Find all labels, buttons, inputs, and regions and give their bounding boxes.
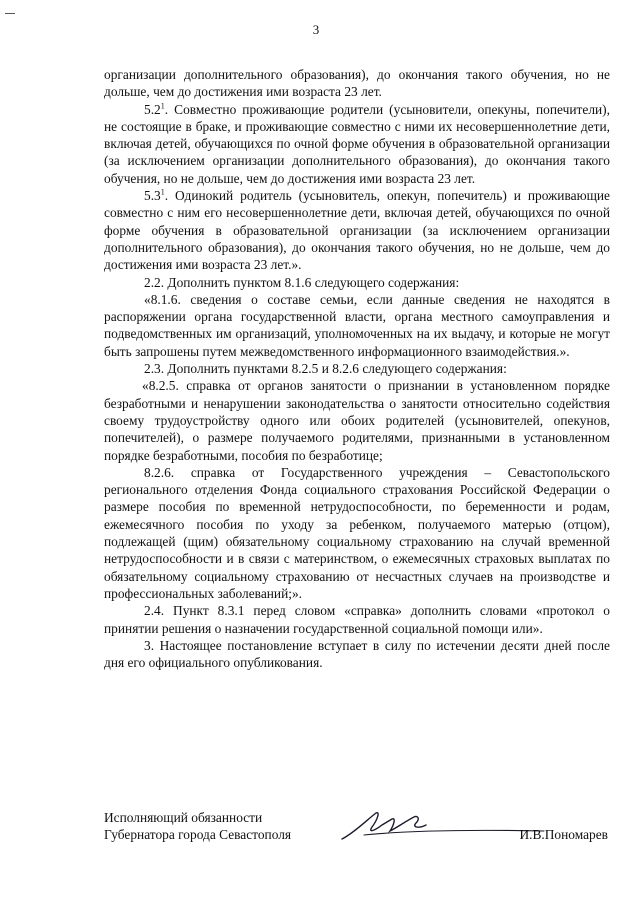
signatory-name: И.В.Пономарев [519,827,608,842]
clause-superscript: 1 [160,101,165,111]
clause-text: . Одинокий родитель (усыновитель, опекун, попечитель) и проживающие совместно с ним его несовершеннолетние дети, включая детей, обучающихся по очной форме обучения в образовательной организации (за исключением организации дополнительного образования), до окончания такого обучения, но не дольше, чем до достижения ими возраста 23 лет.». [104,188,610,273]
clause-text: . Совместно проживающие родители (усыновители, опекуны, попечители), не состоящие в браке, и проживающие совместно с ними их несовершеннолетние дети, включая детей, обучающихся по очной форме обучения в образовательной организации (за исключением организации дополнительного образования), до окончания такого обучения, но не дольше, чем до достижения ими возраста 23 лет. [104,101,610,186]
paragraph-8-2-6: 8.2.6. справка от Государственного учреждения – Севастопольского регионального отделения Фонда социального страхования Российской Федерации о размере пособия по временной нетрудоспособности, по беременности и родам, ежемесячного пособия по уходу за ребенком, получаемого матерью (отцом), подлежащей (щим) обязательному социальному страхованию на случай временной нетрудоспособности и в связи с материнством, о ежемесячных страховых выплатах по обязательному социальному страхованию от несчастных случаев на производстве и профессиональных заболеваний;». [104,464,610,601]
signatory-title-line1: Исполняющий обязанности [104,810,263,825]
paragraph-2-3: 2.3. Дополнить пунктами 8.2.5 и 8.2.6 следующего содержания: [144,361,507,377]
paragraph-3: 3. Настоящее постановление вступает в силу по истечении десяти дней после дня его официального опубликования. [104,637,610,671]
paragraph-8-1-6: «8.1.6. сведения о составе семьи, если данные сведения не находятся в распоряжении органа государственной власти, органа местного самоуправления и подведомственных им организаций, уполномоченных на их выдачу, и которые не могут быть запрошены путем межведомственного информационного взаимодействия.». [104,291,610,359]
scan-mark [5,13,15,14]
document-body [104,66,610,671]
paragraph-2-2: 2.2. Дополнить пунктом 8.1.6 следующего содержания: [144,274,460,290]
clause-number: 5.2 [144,101,161,117]
page-number: 3 [312,22,320,37]
signatory-title [104,809,291,843]
signatory-title-line2: Губернатора города Севастополя [104,827,292,842]
paragraph-5-2 [104,101,610,187]
paragraph-5-3 [104,187,610,273]
paragraph-8-2-5: «8.2.5. справка от органов занятости о признании в установленном порядке безработными и ненарушении законодательства о занятости относительно содействия своему трудоустройству одного или обоих родителей (усыновителей, опекунов, попечителей), о размере получаемого родителями, признанными в установленном порядке безработными, пособия по безработице; [104,378,610,463]
paragraph-continuation: организации дополнительного образования), до окончания такого обучения, но не дольше, чем до достижения ими возраста 23 лет. [104,67,610,100]
clause-number: 5.3 [144,188,161,204]
clause-superscript: 1 [160,187,165,197]
paragraph-2-4: 2.4. Пункт 8.3.1 перед словом «справка» дополнить словами «протокол о принятии решения о назначении государственной социальной помощи или». [104,603,610,636]
